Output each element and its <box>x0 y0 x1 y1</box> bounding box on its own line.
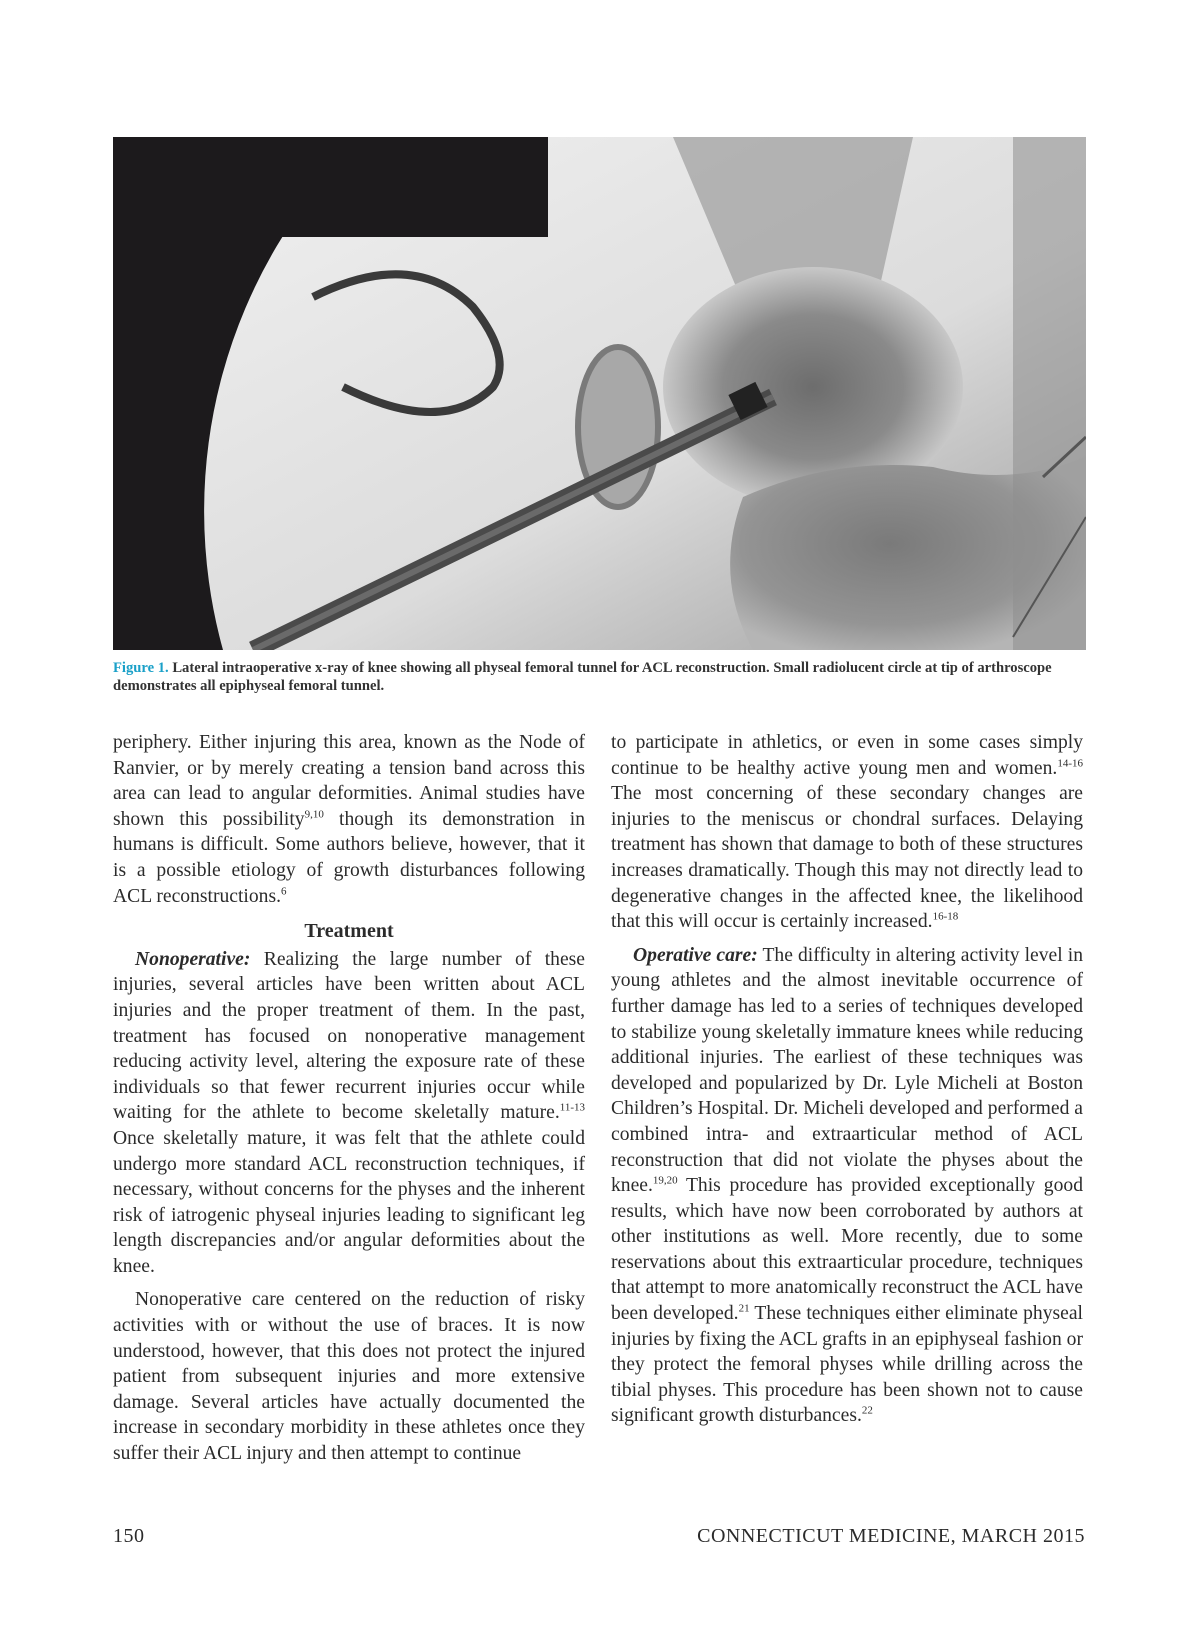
runin-heading-nonoperative: Nonoperative: <box>135 948 251 970</box>
section-heading-treatment: Treatment <box>304 920 394 943</box>
journal-footer: CONNECTICUT MEDICINE, MARCH 2015 <box>697 1525 1085 1547</box>
right-paragraph-1: to participate in athletics, or even in some cases simply continue to be healthy active young men and women.$^{14-16}$ The most concerning of these secondary changes are injuries to the meniscus or chondral surfaces. Delaying treatment has shown that damage to both of these structures increases dramatically. Though this may not directly lead to degenerative changes in the affected knee, the likelihood that this will occur is certainly increased.$^{16-18}$ <box>611 732 1083 933</box>
knee-xray-figure <box>113 137 1086 650</box>
right-paragraph-operative: Operative care: The difficulty in altering activity level in young athletes and the almost inevitable occurrence of further damage has led to a series of techniques developed to stabilize young skeletally immature knees while reducing additional injuries. The earliest of these techniques was developed and popularized by Dr. Lyle Micheli at Boston Children’s Hospital. Dr. Micheli developed and performed a combined intra- and extraarticular method of ACL reconstruction that did not violate the physes about the knee.$^{19,20}$ This procedure has provided exceptionally good results, which have now been corroborated by authors at other institutions as well. More recently, due to some reservations about this extraarticular procedure, techniques that attempt to more anatomically reconstruct the ACL have been developed.$^{21}$ These techniques either eliminate physeal injuries by fixing the ACL grafts in an epiphyseal fashion or they protect the femoral physes while drilling across the tibial physes. This procedure has been shown not to cause significant growth disturbances.$^{22}$ <box>611 944 1083 1427</box>
figure-caption-text: Lateral intraoperative x-ray of knee showing all physeal femoral tunnel for ACL reconstruction. Small radiolucent circle at tip of arthroscope demonstrates all epiphyseal femoral tunnel. <box>113 660 1052 694</box>
knee-xray-image <box>113 137 1086 650</box>
citation: 16-18 <box>932 910 959 923</box>
figure-caption <box>113 659 1088 695</box>
left-column <box>113 730 585 1467</box>
citation: 11-13 <box>559 1101 585 1114</box>
citation: 22 <box>861 1404 873 1417</box>
citation: 19,20 <box>652 1174 678 1187</box>
left-paragraph-1: periphery. Either injuring this area, known as the Node of Ranvier, or by merely creating a tension band across this area can lead to angular deformities. Animal studies have shown this possibility$^{9,10}$ though its demonstration in humans is difficult. Some authors believe, however, that it is a possible etiology of growth disturbances following ACL reconstructions.$^6$ <box>113 732 585 907</box>
page-number: 150 <box>113 1525 145 1547</box>
figure-label: Figure 1. <box>113 660 169 676</box>
left-paragraph-nonoperative: Nonoperative: Realizing the large number of these injuries, several articles have been written about ACL injuries and the proper treatment of them. In the past, treatment has focused on nonoperative management reducing activity level, altering the exposure rate of these individuals so that fewer recurrent injuries occur while waiting for the athlete to become skeletally mature.$^{11-13}$ Once skeletally mature, it was felt that the athlete could undergo more standard ACL reconstruction techniques, if necessary, without concerns for the physes and the inherent risk of iatrogenic physeal injuries leading to significant leg length discrepancies and/or angular deformities about the knee. <box>113 948 585 1277</box>
left-paragraph-3: Nonoperative care centered on the reduction of risky activities with or without the use of braces. It is now understood, however, that this does not protect the injured patient from subsequent injuries and more extensive damage. Several articles have actually documented the increase in secondary morbidity in these athletes once they suffer their ACL injury and then attempt to continue <box>113 1289 585 1465</box>
runin-heading-operative: Operative care: <box>633 944 758 966</box>
citation: 21 <box>738 1302 750 1315</box>
citation: 14-16 <box>1057 757 1083 770</box>
citation: 9,10 <box>304 808 324 821</box>
right-column <box>611 730 1083 1429</box>
citation: 6 <box>280 885 287 898</box>
